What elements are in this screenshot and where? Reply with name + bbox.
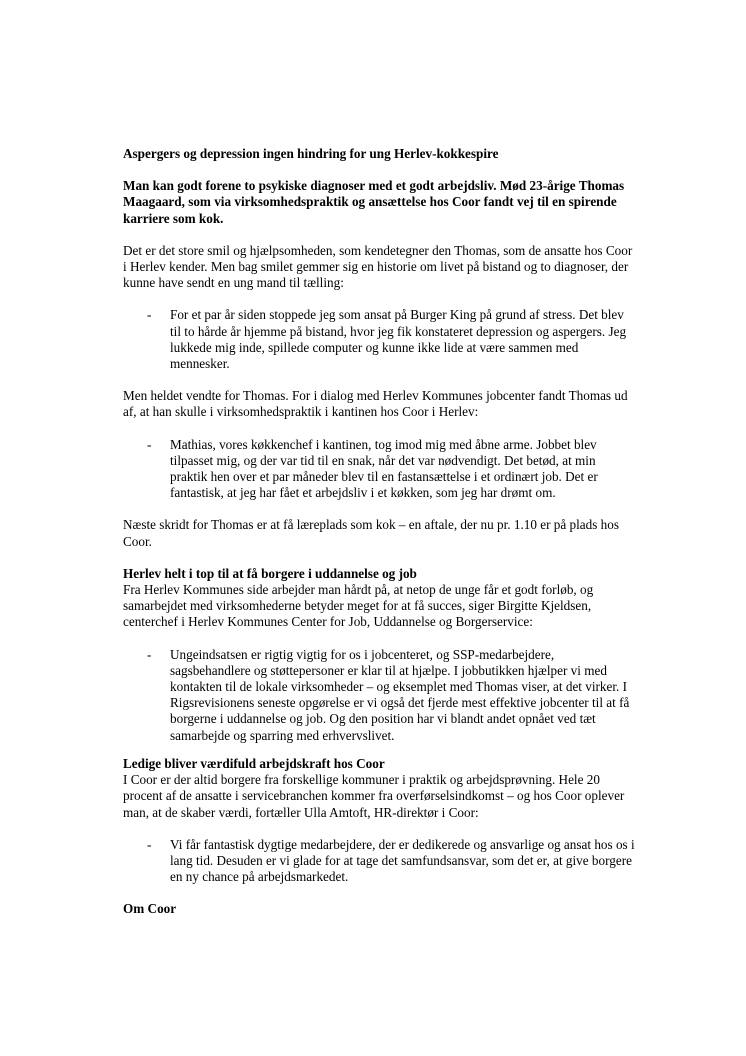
quote-text: Vi får fantastisk dygtige medarbejdere, der er dedikerede og ansvarlige og ansat hos os i lang tid. Desuden er vi glade for at tage det samfundsansvar, som det er, at give borgere en ny chance på arbejdsmarkedet. (170, 836, 635, 885)
section-heading: Om Coor (123, 901, 177, 917)
section-heading: Herlev helt i top til at få borgere i uddannelse og job (123, 565, 417, 581)
article-lead: Man kan godt forene to psykiske diagnoser med et godt arbejdsliv. Mød 23-årige Thomas Maagaard, som via virksomhedspraktik og ansættelse hos Coor fandt vej til en spirende karriere som kok. (123, 178, 625, 226)
quote-dash: - (147, 307, 152, 323)
quote-block (123, 837, 635, 886)
section-heading: Ledige bliver værdifuld arbejdskraft hos Coor (123, 755, 385, 771)
article-title: Aspergers og depression ingen hindring for ung Herlev-kokkespire (123, 146, 499, 161)
quote-block (123, 647, 635, 744)
quote-block (123, 307, 635, 372)
quote-text: For et par år siden stoppede jeg som ansat på Burger King på grund af stress. Det blev til to hårde år hjemme på bistand, hvor jeg fik konstateret depression og aspergers. Jeg lukkede mig inde, spillede computer og kunne ikke lide at være sammen med mennesker. (170, 307, 627, 372)
quote-dash: - (147, 836, 152, 852)
quote-dash: - (147, 646, 152, 662)
section-text: Fra Herlev Kommunes side arbejder man hårdt på, at netop de unge får et godt forløb, og samarbejdet med virksomhederne betyder meget for at få succes, siger Birgitte Kjeldsen, centerchef i Herlev Kommunes Center for Job, Uddannelse og Borgerservice: (123, 582, 594, 630)
section-herlev (123, 566, 635, 744)
section-coor (123, 756, 635, 885)
article (123, 146, 635, 918)
section-text: I Coor er der altid borgere fra forskellige kommuner i praktik og arbejdsprøvning. Hele 20 procent af de ansatte i servicebranchen kommer fra overførselsindkomst – og hos Coor oplever man, at de skaber værdi, fortæller Ulla Amtoft, HR-direktør i Coor: (123, 772, 625, 820)
quote-block (123, 437, 635, 502)
quote-text: Ungeindsatsen er rigtig vigtig for os i jobcenteret, og SSP-medarbejdere, sagsbehandlere og støttepersoner er klar til at hjælpe. I jobbutikken hjælper vi med kontakten til de lokale virksomheder – og eksemplet med Thomas viser, at det virker. I Rigsrevisionens seneste opgørelse er vi også det fjerde mest effektive jobcenter til at få borgerne i uddannelse og job. Og den position har vi blandt andet opnået ved tæt samarbejde og sparring med erhvervslivet. (170, 646, 630, 743)
body-paragraph: Næste skridt for Thomas er at få læreplads som kok – en aftale, der nu pr. 1.10 er på plads hos Coor. (123, 517, 620, 549)
body-paragraph: Det er det store smil og hjælpsomheden, som kendetegner den Thomas, som de ansatte hos Coor i Herlev kender. Men bag smilet gemmer sig en historie om livet på bistand og to diagnoser, der kunne have sendt en ung mand til tælling: (123, 242, 633, 291)
quote-text: Mathias, vores køkkenchef i kantinen, tog imod mig med åbne arme. Jobbet blev tilpasset mig, og der var tid til en snak, når det var nødvendigt. Det betød, at min praktik hen over et par måneder blev til en fastansættelse i et ordinært job. Det er fantastisk, at jeg har fået et arbejdsliv i et køkken, som jeg har drømt om. (170, 436, 598, 501)
body-paragraph: Men heldet vendte for Thomas. For i dialog med Herlev Kommunes jobcenter fandt Thomas ud af, at han skulle i virksomhedspraktik i kantinen hos Coor i Herlev: (123, 388, 628, 420)
section-om-coor (123, 901, 635, 917)
quote-dash: - (147, 436, 152, 452)
